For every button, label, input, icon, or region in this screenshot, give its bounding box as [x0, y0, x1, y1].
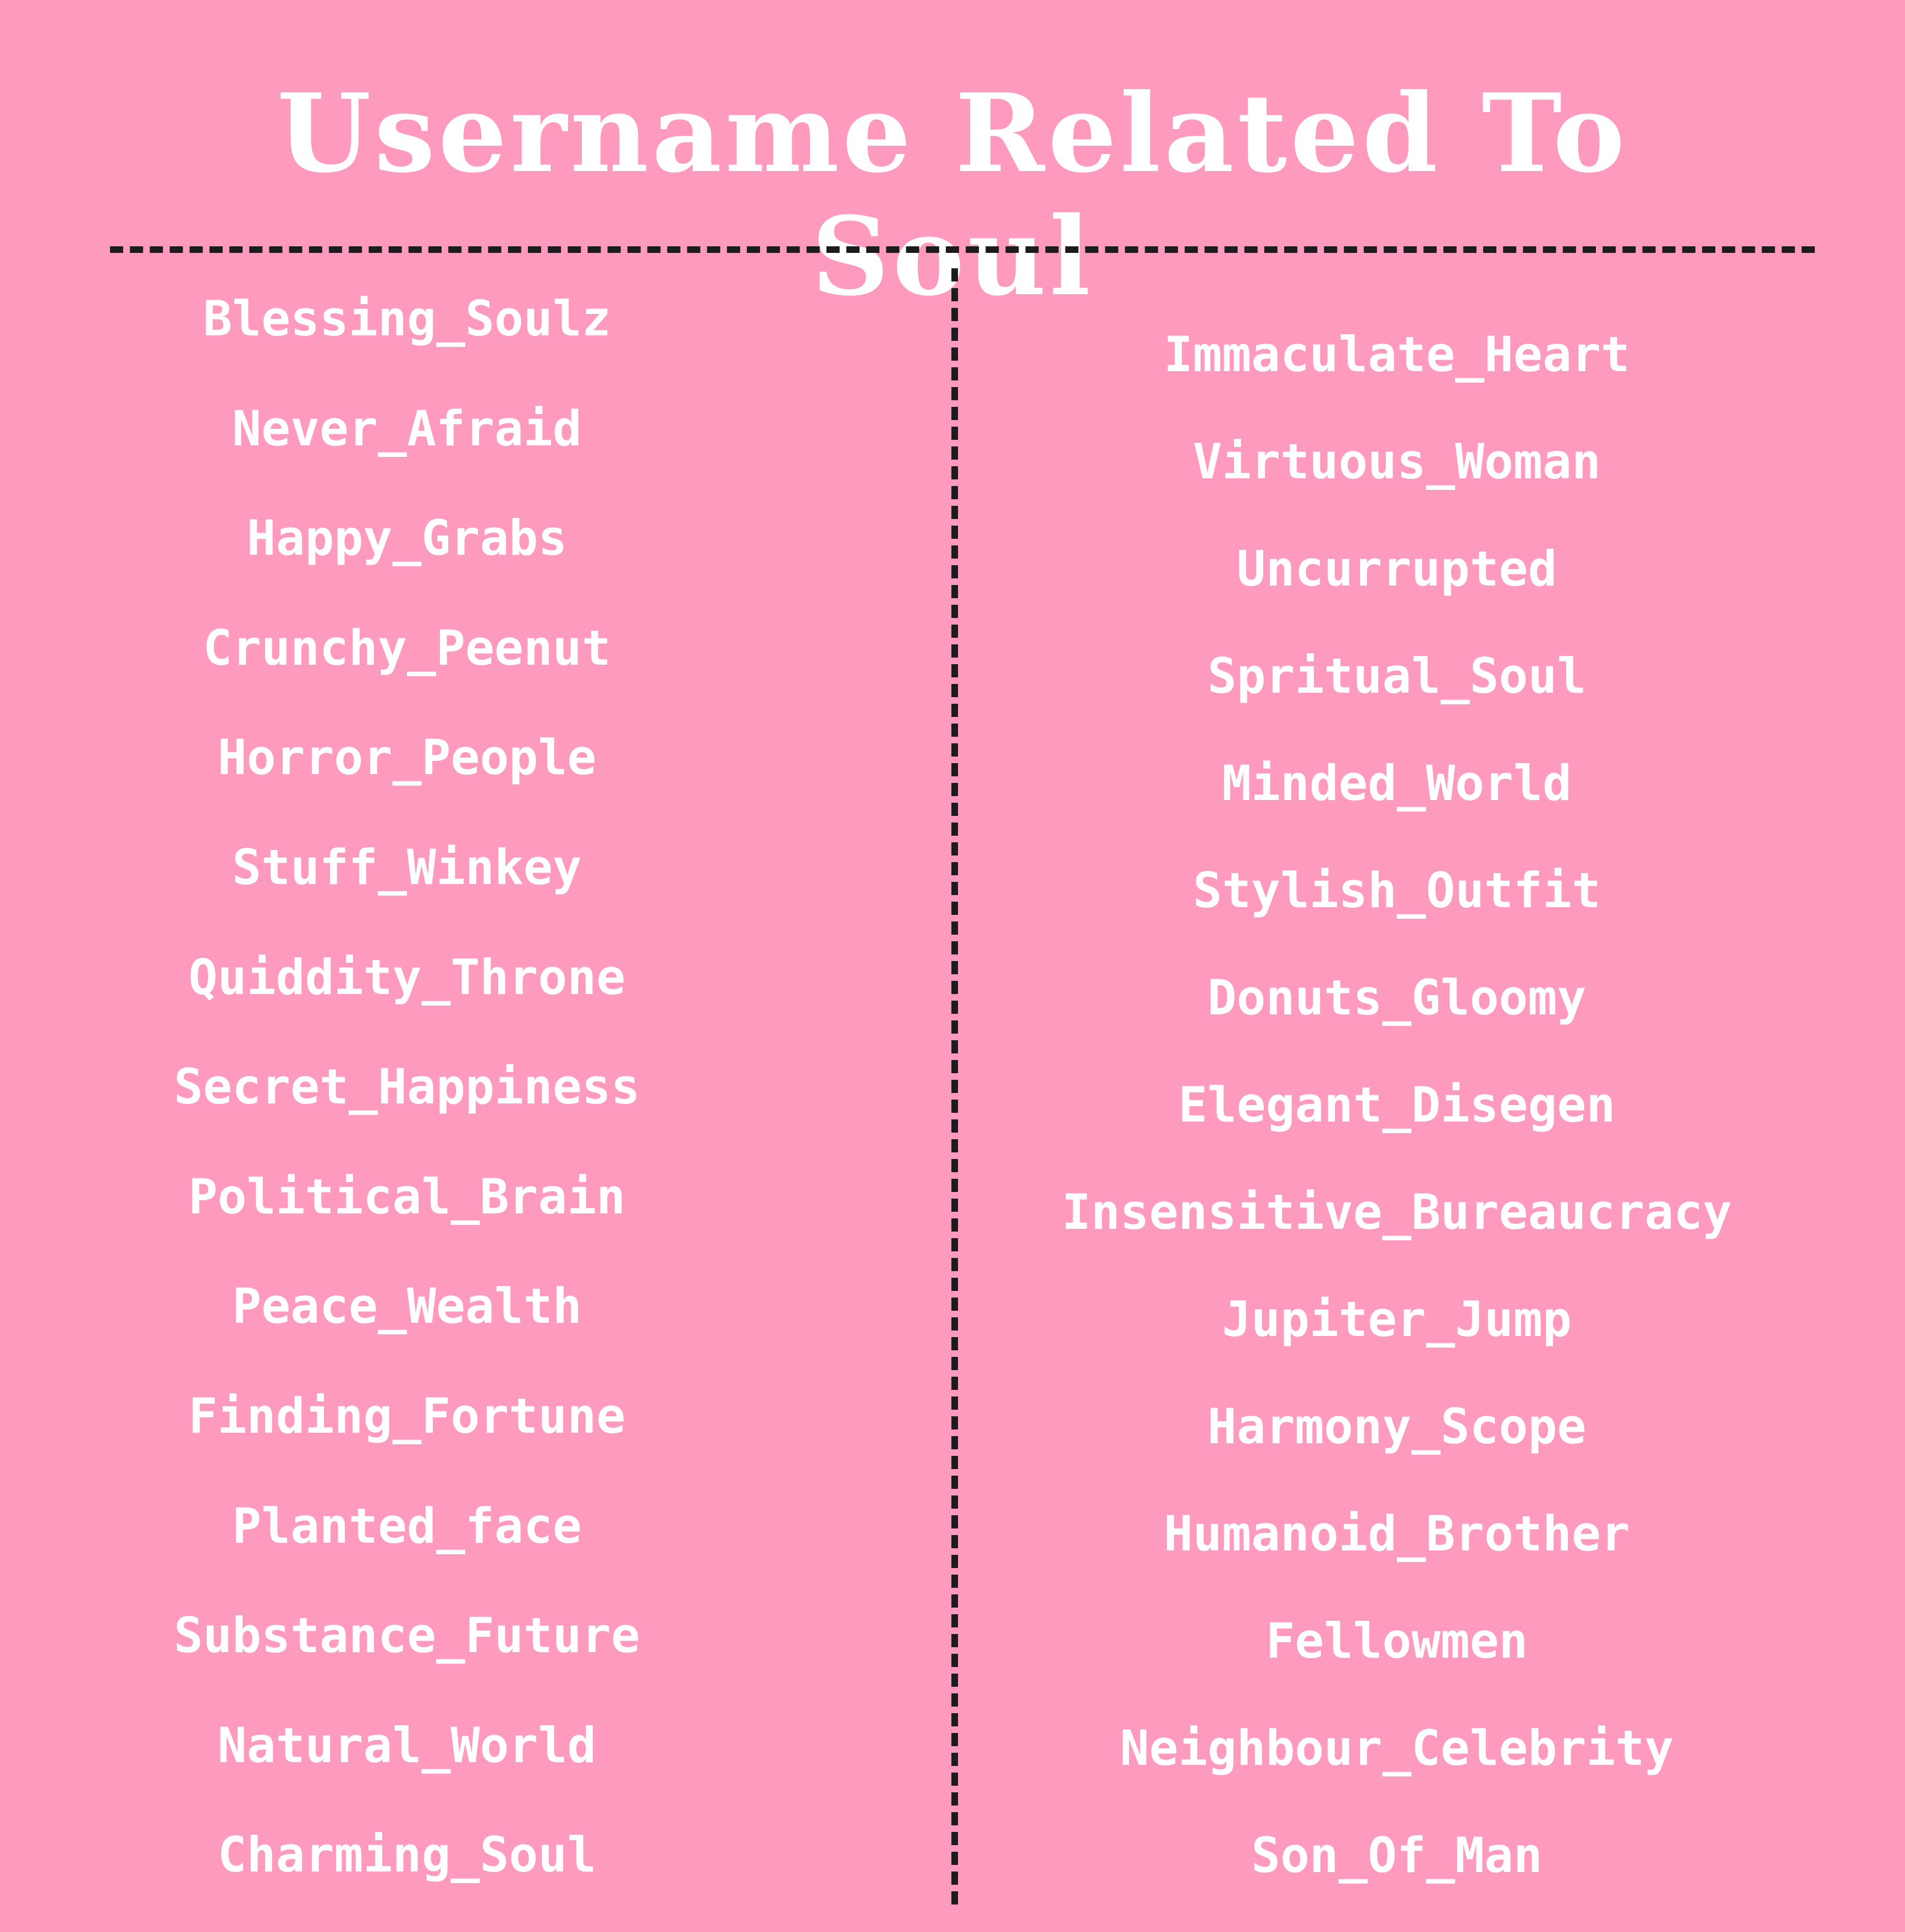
- list-item: Peace_Wealth: [232, 1278, 582, 1335]
- right-username-list: [1006, 322, 1787, 1930]
- list-item: Substance_Future: [174, 1607, 640, 1664]
- list-item: Virtuous_Woman: [1193, 433, 1601, 490]
- list-item: Stuff_Winkey: [232, 838, 582, 896]
- list-item: Immaculate_Heart: [1164, 326, 1630, 383]
- list-item: Blessing_Soulz: [203, 290, 611, 347]
- left-username-list: [99, 286, 715, 1932]
- list-item: Stylish_Outfit: [1193, 862, 1601, 919]
- list-item: Spritual_Soul: [1207, 648, 1587, 704]
- list-item: Planted_face: [232, 1497, 582, 1554]
- list-item: Secret_Happiness: [174, 1058, 640, 1116]
- list-item: Horror_People: [217, 729, 597, 786]
- list-item: Uncurrupted: [1236, 540, 1557, 597]
- list-item: Natural_World: [217, 1716, 597, 1774]
- title-line-1: Username Related To: [277, 70, 1628, 197]
- list-item: Fellowmen: [1265, 1613, 1528, 1669]
- horizontal-dashed-divider: [110, 246, 1815, 253]
- list-item: Minded_World: [1222, 755, 1572, 812]
- list-item: Humanoid_Brother: [1164, 1505, 1630, 1562]
- list-item: Jupiter_Jump: [1222, 1291, 1572, 1348]
- list-item: Neighbour_Celebrity: [1120, 1720, 1674, 1776]
- list-item: Donuts_Gloomy: [1207, 969, 1587, 1026]
- list-item: Son_Of_Man: [1251, 1827, 1543, 1884]
- list-item: Happy_Grabs: [246, 510, 568, 567]
- vertical-dashed-divider: [951, 268, 958, 1905]
- list-item: Charming_Soul: [217, 1826, 597, 1884]
- list-item: Never_Afraid: [232, 400, 582, 457]
- list-item: Insensitive_Bureaucracy: [1061, 1184, 1732, 1240]
- list-item: Quiddity_Throne: [188, 948, 626, 1006]
- list-item: Harmony_Scope: [1207, 1398, 1587, 1455]
- list-item: Crunchy_Peenut: [203, 619, 611, 676]
- list-item: Finding_Fortune: [188, 1387, 626, 1444]
- title-line-2: Soul: [811, 194, 1094, 321]
- list-item: Elegant_Disegen: [1178, 1077, 1616, 1133]
- list-item: Political_Brain: [188, 1168, 626, 1225]
